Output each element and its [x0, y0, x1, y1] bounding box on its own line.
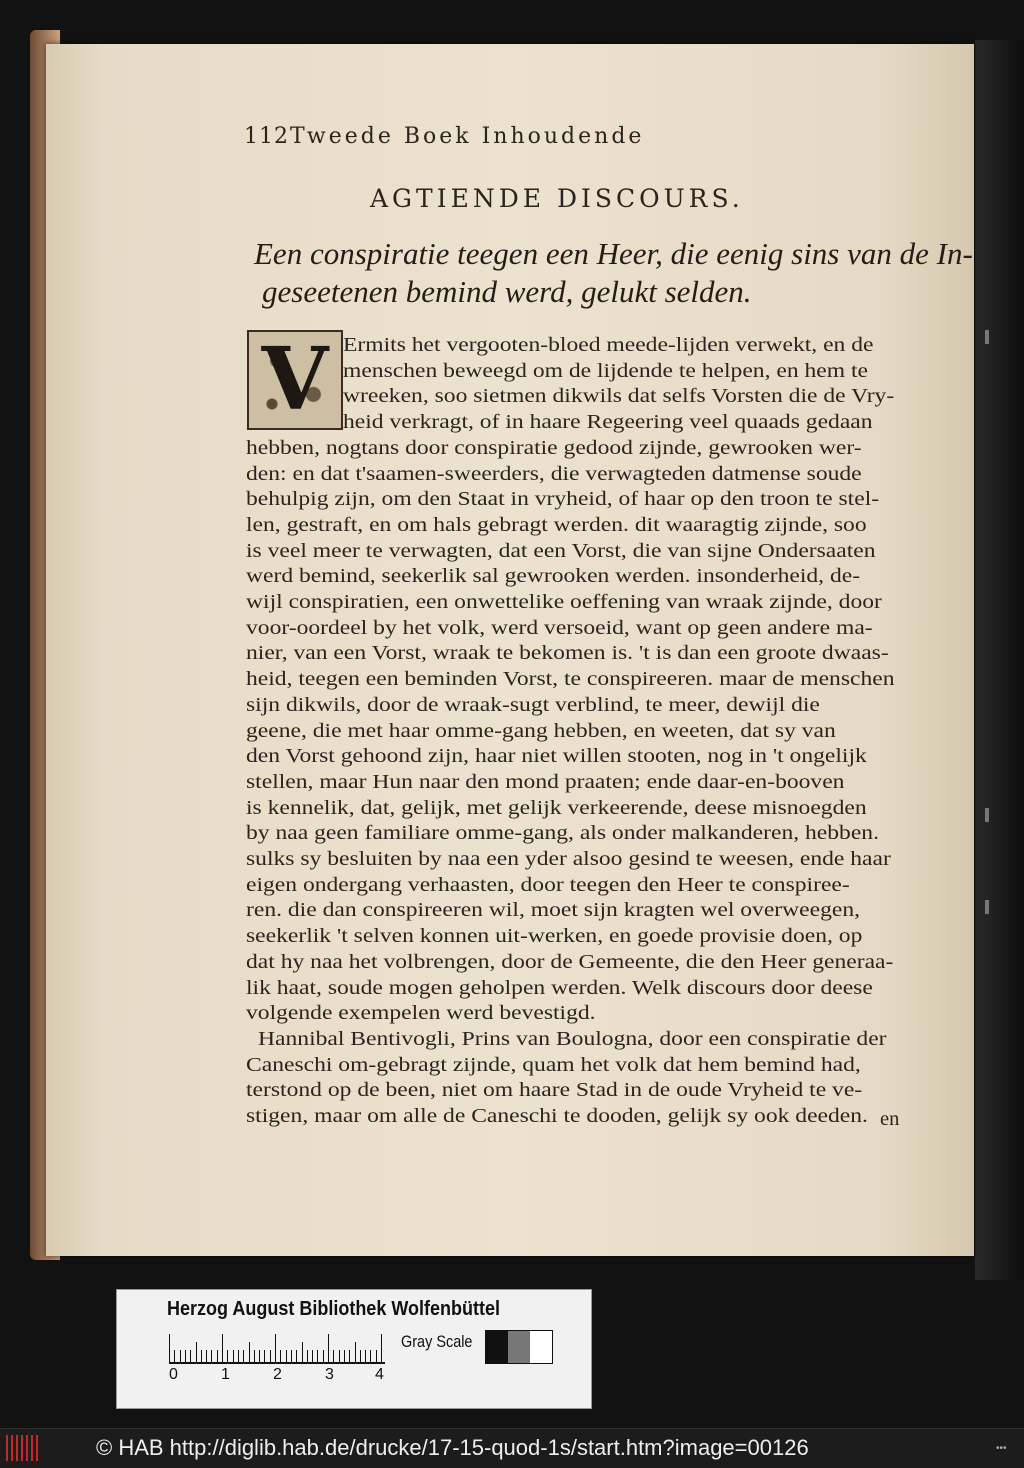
body-line: wijl conspiratien, een onwettelike oeffening van wraak zijnde, door — [246, 591, 882, 613]
subtitle-line: geseetenen bemind werd, gelukt selden. — [262, 274, 752, 309]
ruler-tick — [270, 1350, 271, 1362]
ruler-tick — [312, 1350, 313, 1362]
hab-logo-icon[interactable] — [6, 1435, 40, 1461]
ruler-tick — [222, 1334, 223, 1362]
ruler-tick — [243, 1350, 244, 1362]
body-line: volgende exempelen werd bevestigd. — [246, 1002, 596, 1025]
body-line: Hannibal Bentivogli, Prins van Boulogna, door een conspiratie der — [258, 1027, 887, 1050]
body-line: eigen ondergang verhaasten, door teegen den Heer te conspiree- — [246, 873, 850, 896]
ruler-tick — [302, 1342, 303, 1362]
body-line: heid, teegen een beminden Vorst, te conspireeren. maar de menschen — [246, 668, 895, 691]
ruler-tick — [317, 1350, 318, 1362]
ruler-tick — [333, 1350, 334, 1362]
ruler-tick — [174, 1350, 175, 1362]
gray-scale-label: Gray Scale — [401, 1332, 473, 1351]
swatch-black — [486, 1331, 508, 1363]
ruler-number: 2 — [273, 1366, 282, 1383]
ruler-tick — [206, 1350, 207, 1362]
ruler-tick — [365, 1350, 366, 1362]
ruler-tick — [227, 1350, 228, 1362]
edge-mark — [985, 900, 989, 914]
ruler-tick — [275, 1334, 276, 1362]
ruler-tick — [196, 1342, 197, 1362]
library-color-card — [116, 1289, 592, 1409]
body-line: stellen, maar Hun naar den mond praaten; ende daar-en-booven — [246, 770, 845, 793]
section-title: AGTIENDE DISCOURS. — [370, 184, 744, 213]
body-line: Ermits het vergooten-bloed meede-lijden verwekt, en de — [343, 334, 874, 356]
body-line: Caneschi om-gebragt zijnde, quam het volk dat hem bemind had, — [246, 1053, 861, 1076]
ruler-tick — [238, 1350, 239, 1362]
gray-scale-swatches — [485, 1330, 553, 1364]
body-line: den: en dat t'saamen-sweerders, die verwagteden datmense soude — [246, 462, 862, 485]
ruler-tick — [307, 1350, 308, 1362]
body-line: werd bemind, seekerlik sal gewrooken werden. insonderheid, de- — [246, 565, 861, 588]
body-line: hebben, nogtans door conspiratie gedood zijnde, gewrooken wer- — [246, 436, 862, 459]
ruler-tick — [217, 1350, 218, 1362]
catchword: en — [880, 1108, 900, 1130]
ruler-tick — [185, 1350, 186, 1362]
body-line: dat hy naa het volbrengen, door de Gemeente, die den Heer generaa- — [246, 950, 894, 973]
more-options-icon[interactable]: ••• — [996, 1443, 1007, 1454]
ruler-scale — [169, 1332, 385, 1364]
body-line: sulks sy besluiten by naa een yder alsoo gesind te weesen, ende haar — [246, 848, 891, 870]
ruler-tick — [190, 1350, 191, 1362]
edge-mark — [985, 808, 989, 822]
body-line: voor-oordeel by het volk, werd versoeid, want op geen andere ma- — [246, 616, 873, 639]
body-line: menschen beweegd om de lijdende te helpen, en hem te — [343, 359, 869, 382]
body-line: wreeken, soo sietmen dikwils dat selfs Vorsten die de Vry- — [343, 385, 895, 408]
body-line: is kennelik, dat, gelijk, met gelijk verkeerende, deese misnoegden — [246, 796, 867, 819]
footer-bar — [0, 1428, 1024, 1468]
body-line: geene, die met haar omme-gang hebben, en weeten, dat sy van — [246, 719, 836, 742]
ruler-tick — [286, 1350, 287, 1362]
ruler-tick — [169, 1334, 170, 1362]
next-page-edge — [975, 40, 1024, 1280]
page-number: 112 — [244, 124, 289, 149]
body-line: nier, van een Vorst, wraak te bekomen is. 't is dan een groote dwaas- — [246, 642, 889, 665]
ruler-tick — [291, 1350, 292, 1362]
body-line: seekerlik 't selven konnen uit-werken, en goede provisie doen, op — [246, 925, 863, 948]
body-line: is veel meer te verwagten, dat een Vorst, die van sijne Ondersaaten — [246, 539, 876, 562]
ruler-tick — [355, 1342, 356, 1362]
body-line: ren. die dan conspireeren wil, moet sijn kragten wel overweegen, — [246, 899, 861, 922]
ruler-number: 1 — [221, 1366, 230, 1383]
ruler-tick — [211, 1350, 212, 1362]
ruler-tick — [376, 1350, 377, 1362]
footer-url[interactable]: © HAB http://diglib.hab.de/drucke/17-15-quod-1s/start.htm?image=00126 — [96, 1435, 809, 1460]
ruler-tick — [264, 1350, 265, 1362]
ruler-tick — [296, 1350, 297, 1362]
ruler-number: 0 — [169, 1366, 178, 1383]
body-line: sijn dikwils, door de wraak-sugt verblind, te meer, dewijl die — [246, 693, 820, 716]
ruler-tick — [349, 1350, 350, 1362]
ruler-tick — [344, 1350, 345, 1362]
body-line: lik haat, soude mogen geholpen werden. Welk discours door deese — [246, 976, 873, 999]
ruler-tick — [201, 1350, 202, 1362]
ruler-number: 4 — [375, 1366, 384, 1383]
body-line: stigen, maar om alle de Caneschi te dooden, gelijk sy ook deeden. — [246, 1105, 868, 1127]
body-line: len, gestraft, en om hals gebragt werden. dit waaragtig zijnde, soo — [246, 513, 867, 536]
drop-cap-letter: V — [261, 329, 329, 430]
ruler-tick — [381, 1334, 382, 1362]
ruler-tick — [328, 1334, 329, 1362]
body-line: den Vorst gehoond zijn, haar niet willen stooten, nog in 't ongelijk — [246, 745, 867, 768]
decorated-initial — [247, 330, 343, 430]
ruler-tick — [370, 1350, 371, 1362]
ruler-tick — [233, 1350, 234, 1362]
ruler-tick — [254, 1350, 255, 1362]
swatch-white — [530, 1331, 552, 1363]
ruler-tick — [259, 1350, 260, 1362]
library-name: Herzog August Bibliothek Wolfenbüttel — [167, 1298, 500, 1320]
ruler-tick — [249, 1342, 250, 1362]
body-line: heid verkragt, of in haare Regeering veel quaads gedaan — [343, 411, 873, 434]
ruler-tick — [280, 1350, 281, 1362]
ruler-tick — [339, 1350, 340, 1362]
ruler-number: 3 — [325, 1366, 334, 1383]
subtitle-line: Een conspiratie teegen een Heer, die eenig sins van de In- — [254, 236, 973, 271]
ruler-tick — [180, 1350, 181, 1362]
body-line: behulpig zijn, om den Staat in vryheid, of haar op den troon te stel- — [246, 488, 880, 511]
running-head: Tweede Boek Inhoudende — [290, 124, 645, 149]
edge-mark — [985, 330, 989, 344]
body-line: terstond op de been, niet om haare Stad in de oude Vryheid te ve- — [246, 1079, 863, 1102]
ruler-tick — [323, 1350, 324, 1362]
ruler-tick — [360, 1350, 361, 1362]
swatch-gray — [508, 1331, 530, 1363]
body-line: by naa geen familiare omme-gang, als onder malkanderen, hebben. — [246, 822, 880, 845]
